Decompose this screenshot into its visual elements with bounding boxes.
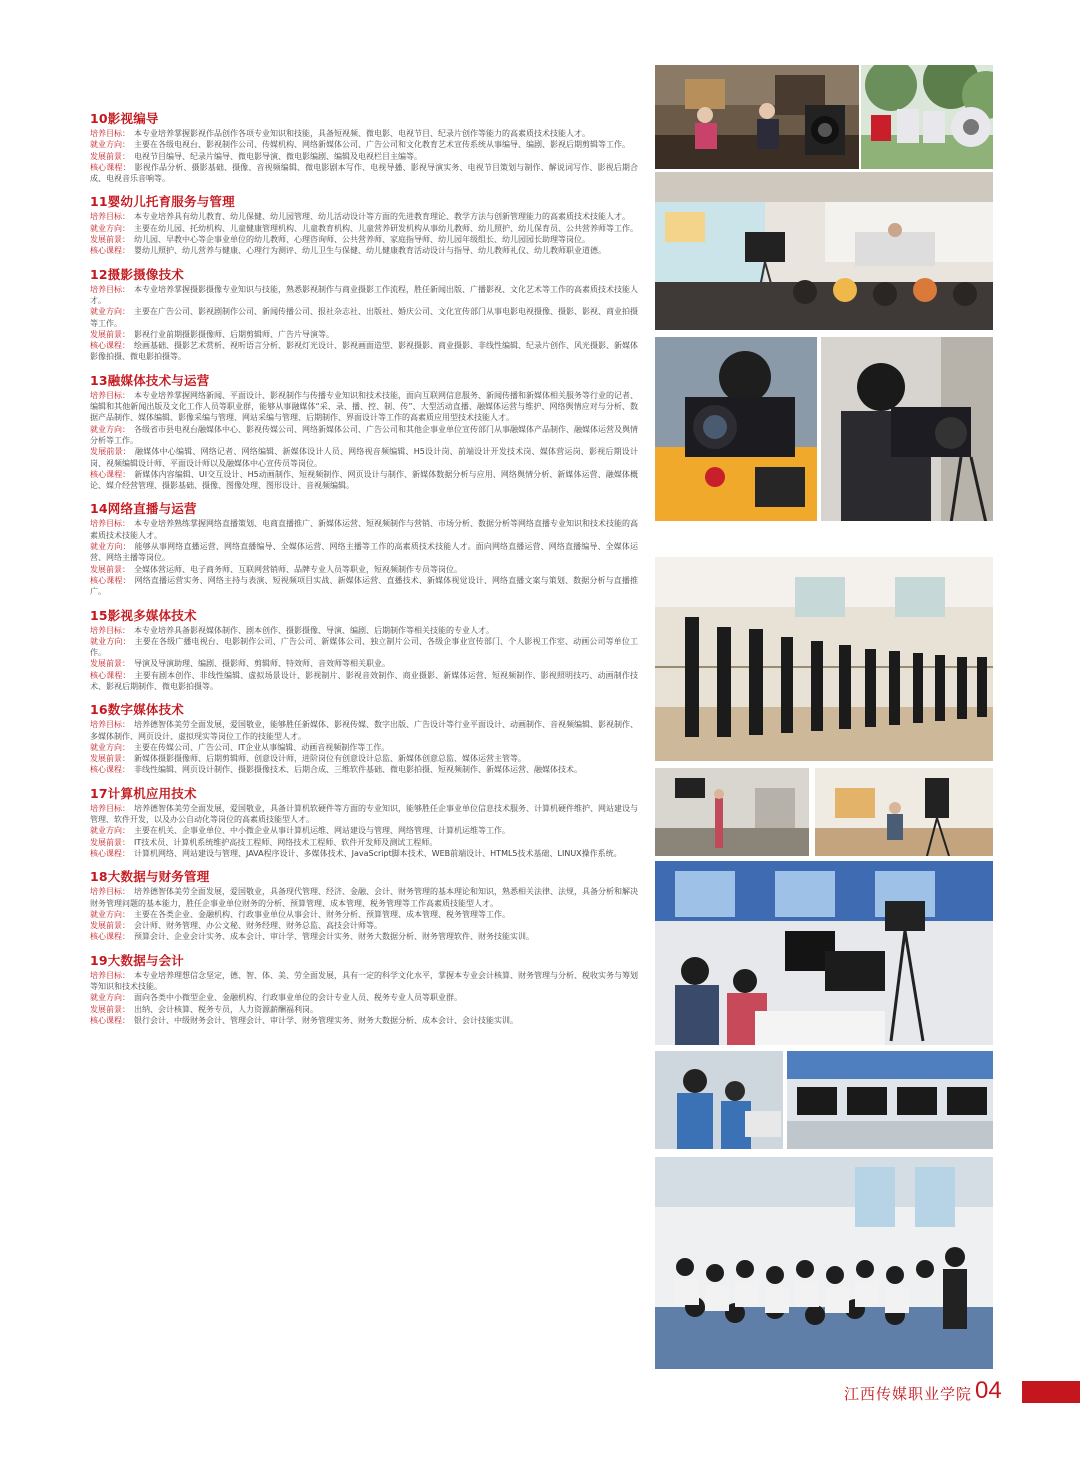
program-item	[90, 1004, 638, 1015]
item-text: 面向各类中小微型企业、金融机构、行政事业单位的会计专业人员、税务专业人员等职业群。	[134, 993, 462, 1003]
item-text: 主要在各级电视台、影视制作公司、传媒机构、网络新媒体公司、广告公司和文化教育艺术宣传系统从事编导、编剧、影视后期剪辑等工作。	[134, 140, 630, 150]
item-text: 本专业培养熟练掌握网络直播策划、电商直播推广、新媒体运营、短视频制作与营销、市场分析、数据分析等网络直播专业知识和技术技能的高素质技术技能人才。	[90, 519, 638, 540]
item-text: 银行会计、中级财务会计、管理会计、审计学、财务管理实务、财务大数据分析、成本会计、会计技能实训。	[134, 1015, 518, 1025]
program-title: 13融媒体技术与运营	[90, 372, 210, 388]
item-text: 本专业培养理想信念坚定，德、智、体、美、劳全面发展，具有一定的科学文化水平，掌握本专业会计核算、财务管理与分析、税收实务与筹划等知识和技术技能。	[90, 970, 638, 992]
program-section	[90, 500, 638, 597]
program-item	[90, 541, 638, 564]
item-text: 本专业培养具备影视媒体制作、剧本创作、摄影摄像、导演、编剧、后期制作等相关技能的专业人才。	[134, 625, 494, 635]
program-item	[90, 825, 638, 836]
film-set-photo	[814, 767, 994, 857]
program-item	[90, 139, 638, 150]
program-title: 12摄影摄像技术	[90, 266, 184, 282]
program-item	[90, 753, 638, 764]
item-label: 就业方向：	[90, 636, 131, 646]
program-title: 16数字媒体技术	[90, 702, 184, 718]
broadcast-studio-photo	[654, 171, 994, 331]
program-item	[90, 719, 638, 742]
item-text: 主要有剧本创作、非线性编辑、虚拟场景设计、影视制片、影视音效制作、商业摄影、新媒体运营、短视频制作、影视照明技巧、动画制作技术、影视后期制作、微电影拍摄等。	[90, 670, 638, 691]
program-item	[90, 970, 638, 993]
item-text: 新媒体内容编辑、UI交互设计、H5动画制作、短视频制作、网页设计与制作、新媒体数据分析与应用、网络舆情分析、新媒体运营、融媒体概论、媒介经营管理、摄影基础、摄像、图像处理、图形设计、音视频编辑。	[90, 469, 638, 491]
computer-lab-photo	[654, 1050, 784, 1150]
item-label: 核心课程：	[90, 848, 130, 858]
item-label: 核心课程：	[90, 341, 130, 351]
program-item	[90, 211, 638, 222]
program-section	[90, 110, 638, 184]
program-title: 15影视多媒体技术	[90, 607, 197, 623]
program-item	[90, 742, 638, 753]
item-label: 培养目标：	[90, 519, 130, 529]
program-title: 11婴幼儿托育服务与管理	[90, 194, 235, 210]
item-text: 主要在传媒公司、广告公司、IT企业从事编辑、动画音视频制作等工作。	[134, 742, 390, 752]
program-item	[90, 909, 638, 920]
program-section	[90, 868, 638, 942]
item-text: 幼儿园、早教中心等企事业单位的幼儿教师、心理咨询师、公共营养师、家庭指导师、幼儿园年级组长、幼儿园园长助理等岗位。	[134, 235, 590, 245]
editing-lab-photo	[654, 860, 994, 1046]
program-item	[90, 340, 638, 363]
program-title: 17计算机应用技术	[90, 785, 197, 801]
program-item	[90, 1015, 638, 1026]
program-item	[90, 803, 638, 826]
item-text: 本专业培养掌握摄影摄像专业知识与技能，熟悉影视制作与商业摄影工作流程，胜任新闻出版、广播影视、文化艺术等工作的高素质技术技能人才。	[90, 284, 638, 305]
item-label: 发展前景：	[90, 921, 130, 931]
item-text: 影视行业前期摄影摄像师、后期剪辑师、广告片导演等。	[134, 329, 334, 339]
program-item	[90, 128, 638, 139]
photo-collage	[654, 64, 994, 1370]
program-section	[90, 785, 638, 859]
item-text: 会计师、财务管理、办公文秘、财务经理、财务总监、高技会计师等。	[134, 921, 382, 931]
program-item	[90, 920, 638, 931]
item-label: 核心课程：	[90, 670, 131, 680]
item-text: 培养德智体美劳全面发展，爱国敬业，具备计算机软硬件等方面的专业知识，能够胜任企事业单位信息技术服务、计算机硬件维护、网站建设与管理、软件开发，以及办公自动化等岗位的高素质技能型人才。	[90, 803, 638, 825]
item-label: 就业方向：	[90, 542, 131, 552]
program-item	[90, 306, 638, 329]
program-item	[90, 670, 638, 693]
program-item	[90, 658, 638, 669]
item-label: 发展前景：	[90, 837, 130, 847]
item-text: 新媒体摄影摄像师、后期剪辑师、创意设计师，进阶岗位有创意设计总监、新媒体创意总监、媒体运营主管等。	[134, 754, 526, 764]
item-label: 培养目标：	[90, 970, 130, 980]
program-item	[90, 162, 638, 185]
item-label: 核心课程：	[90, 469, 131, 479]
item-label: 发展前景：	[90, 235, 130, 245]
program-item	[90, 837, 638, 848]
program-item	[90, 764, 638, 775]
item-text: 计算机网络、网站建设与管理、JAVA程序设计、多媒体技术、JavaScript脚本技术、WEB前端设计、HTML5技术基础、LINUX操作系统。	[134, 848, 622, 858]
item-text: 培养德智体美劳全面发展，爱国敬业，能够胜任新媒体、影视传媒、数字出版、广告设计等行业平面设计、动画制作、音视频编辑、影视制作、多媒体制作、网页设计、虚拟现实等岗位工作的技能型人才。	[90, 720, 638, 741]
item-label: 核心课程：	[90, 1015, 130, 1025]
item-label: 就业方向：	[90, 742, 130, 752]
dance-studio-photo	[654, 556, 994, 762]
item-label: 发展前景：	[90, 659, 130, 669]
item-label: 培养目标：	[90, 625, 130, 635]
program-section	[90, 372, 638, 492]
program-item	[90, 151, 638, 162]
item-label: 就业方向：	[90, 909, 130, 919]
item-label: 培养目标：	[90, 129, 130, 138]
program-item	[90, 575, 638, 598]
item-text: 全媒体营运师、电子商务师、互联网营销师、品牌专业人员等职业，短视频制作专员等岗位。	[134, 564, 462, 574]
program-item	[90, 886, 638, 909]
program-item	[90, 636, 638, 659]
item-label: 发展前景：	[90, 564, 130, 574]
item-label: 核心课程：	[90, 765, 130, 775]
classroom-photo	[654, 1156, 994, 1370]
program-title: 10影视编导	[90, 111, 159, 126]
program-item	[90, 446, 638, 469]
program-item	[90, 223, 638, 234]
program-title: 14网络直播与运营	[90, 501, 197, 517]
item-text: 本专业培养掌握影视作品创作各项专业知识和技能，具备短视频、微电影、电视节目、纪录片创作等能力的高素质技术技能人才。	[134, 129, 590, 138]
item-label: 就业方向：	[90, 140, 130, 150]
camera-operator-photo	[654, 336, 818, 522]
footer-accent-bar	[1022, 1381, 1080, 1403]
item-label: 培养目标：	[90, 390, 130, 400]
program-item	[90, 931, 638, 942]
program-item	[90, 469, 638, 492]
item-text: 主要在广告公司、影视剧制作公司、新闻传播公司、报社杂志社、出版社、婚庆公司、文化宣传部门从事电影电视摄像、摄影、影视、商业拍摄等工作。	[90, 307, 638, 328]
item-text: 本专业培养具有幼儿教育、幼儿保健、幼儿园管理、幼儿活动设计等方面的先进教育理论、教学方法与创新管理能力的高素质技术技能人才。	[134, 212, 630, 222]
item-label: 发展前景：	[90, 1004, 130, 1014]
program-title: 18大数据与财务管理	[90, 869, 210, 885]
item-text: 网络直播运营实务、网络主持与表演、短视频项目实战、新媒体运营、直播技术、新媒体视觉设计、网络直播文案与策划、数据分析与直播推广。	[90, 575, 638, 597]
program-item	[90, 564, 638, 575]
item-text: 预算会计、企业会计实务、成本会计、审计学、管理会计实务、财务大数据分析、财务管理软件、财务技能实训。	[134, 932, 534, 942]
camera-operator-photo	[820, 336, 994, 522]
program-section	[90, 952, 638, 1026]
program-section	[90, 701, 638, 775]
item-label: 就业方向：	[90, 307, 130, 317]
program-title: 19大数据与会计	[90, 952, 184, 968]
item-label: 培养目标：	[90, 212, 130, 222]
item-text: 能够从事网络直播运营、网络直播编导、全媒体运营、网络主播等工作的高素质技术技能人才。面向网络直播运营、网络直播编导、全媒体运营、网络主播等岗位。	[90, 542, 638, 563]
item-text: 培养德智体美劳全面发展，爱国敬业，具备现代管理、经济、金融、会计、财务管理的基本理论和知识，熟悉相关法律、法规，具备分析和解决财务管理问题的基本能力，胜任企事业单位财务的分析、预算管理、成本管理、税务管理等工作高素质技能型人才。	[90, 887, 638, 908]
item-label: 发展前景：	[90, 329, 130, 339]
item-text: 绘画基础、摄影艺术赏析、视听语言分析、影视灯光设计、影视画面造型、影视摄影、商业摄影、非线性编辑、纪录片创作、风光摄影、新媒体影像拍摄、微电影拍摄等。	[90, 341, 638, 362]
item-label: 核心课程：	[90, 932, 130, 942]
program-item	[90, 848, 638, 859]
program-item	[90, 284, 638, 307]
campus-logo-photo	[860, 64, 994, 170]
film-set-photo	[654, 767, 810, 857]
item-label: 培养目标：	[90, 887, 130, 897]
item-label: 就业方向：	[90, 826, 130, 836]
item-label: 发展前景：	[90, 754, 130, 764]
item-label: 培养目标：	[90, 803, 130, 813]
item-text: 主要在幼儿园、托幼机构、儿童健康管理机构、儿童教育机构、儿童营养研发机构从事幼儿教师、幼儿照护、幼儿保育员、公共营养师等工作。	[134, 223, 638, 233]
item-label: 就业方向：	[90, 993, 130, 1003]
program-section	[90, 607, 638, 693]
program-item	[90, 390, 638, 424]
tv-studio-photo	[654, 64, 860, 170]
program-item	[90, 245, 638, 256]
computer-lab-photo	[786, 1050, 994, 1150]
program-item	[90, 992, 638, 1003]
page-number: 04	[975, 1377, 1002, 1404]
program-item	[90, 518, 638, 541]
item-text: 各级省市县电视台融媒体中心、影视传媒公司、网络新媒体公司、广告公司和其他企事业单位宣传部门从事融媒体产品制作、融媒体运营及舆情分析等工作。	[90, 424, 638, 445]
item-label: 培养目标：	[90, 720, 130, 730]
item-text: 导演及导演助理、编剧、摄影师、剪辑师、特效师、音效师等相关职业。	[134, 659, 390, 669]
program-item	[90, 329, 638, 340]
item-text: IT技术员、计算机系统维护高技工程师、网络技术工程师、软件开发师及测试工程师。	[134, 837, 438, 847]
program-section	[90, 266, 638, 363]
item-text: 主要在机关、企事业单位、中小微企业从事计算机运维、网站建设与管理、网络管理、计算机运维等工作。	[134, 826, 510, 836]
item-label: 核心课程：	[90, 575, 131, 585]
item-text: 影视作品分析、摄影基础、摄像、音视频编辑、微电影剧本写作、电视导播、影视导演实务、电视节目策划与制作、解说词写作、影视后期合成、电视音乐音响等。	[90, 162, 638, 184]
item-text: 本专业培养掌握网络新闻、平面设计、影视制作与传播专业知识和技术技能，面向互联网信息服务、新闻传播和新媒体相关服务等行业的记者、编辑和其他新闻出版及文化工作人员等职业群，能够从事融媒体“采、录、播、控、制、传”、大型活动直播、融媒体运营与维护、网络舆情应对与分析、数据产品制作、媒体编辑、影像采编与管理、网站采编与管理、后期制作、界面设计等工作的高素质应用型技术技能人才。	[90, 390, 638, 423]
item-label: 就业方向：	[90, 424, 130, 434]
item-text: 出纳、会计核算、税务专员，人力资源薪酬福利岗。	[134, 1004, 318, 1014]
item-text: 电视节目编导、纪录片编导、微电影导演、微电影编剧、编辑及电视栏目主编等。	[134, 151, 422, 161]
item-label: 就业方向：	[90, 223, 130, 233]
item-label: 培养目标：	[90, 284, 130, 294]
item-label: 发展前景：	[90, 151, 130, 161]
item-label: 发展前景：	[90, 447, 131, 457]
item-text: 婴幼儿照护、幼儿营养与健康、心理行为测评、幼儿卫生与保健、幼儿健康教育活动设计与指导、幼儿教师礼仪、幼儿教师职业道德。	[134, 246, 606, 256]
item-text: 主要在各级广播电视台、电影制作公司、广告公司、新媒体公司、独立制片公司、各级企事业宣传部门、个人影视工作室、动画公司等单位工作。	[90, 636, 638, 658]
program-item	[90, 424, 638, 447]
school-name: 江西传媒职业学院	[843, 1385, 972, 1403]
item-text: 融媒体中心编辑、网络记者、网络编辑、新媒体设计人员、网络视音频编辑、H5设计岗、前端设计开发技术岗、媒体营运岗、影视后期设计岗、视频编辑设计师、平面设计师以及融媒体中心宣传员等岗位。	[90, 447, 638, 468]
item-text: 非线性编辑、网页设计制作、摄影摄像技术、后期合成、三维软件基础、微电影拍摄、短视频制作、新媒体运营、融媒体技术。	[134, 765, 582, 775]
program-item	[90, 625, 638, 636]
program-section	[90, 193, 638, 256]
item-text: 主要在各类企业、金融机构、行政事业单位从事会计、财务分析、预算管理、成本管理、税务管理等工作。	[134, 909, 510, 919]
program-item	[90, 234, 638, 245]
item-label: 核心课程：	[90, 246, 130, 256]
item-label: 核心课程：	[90, 162, 131, 172]
program-list	[90, 110, 638, 1035]
